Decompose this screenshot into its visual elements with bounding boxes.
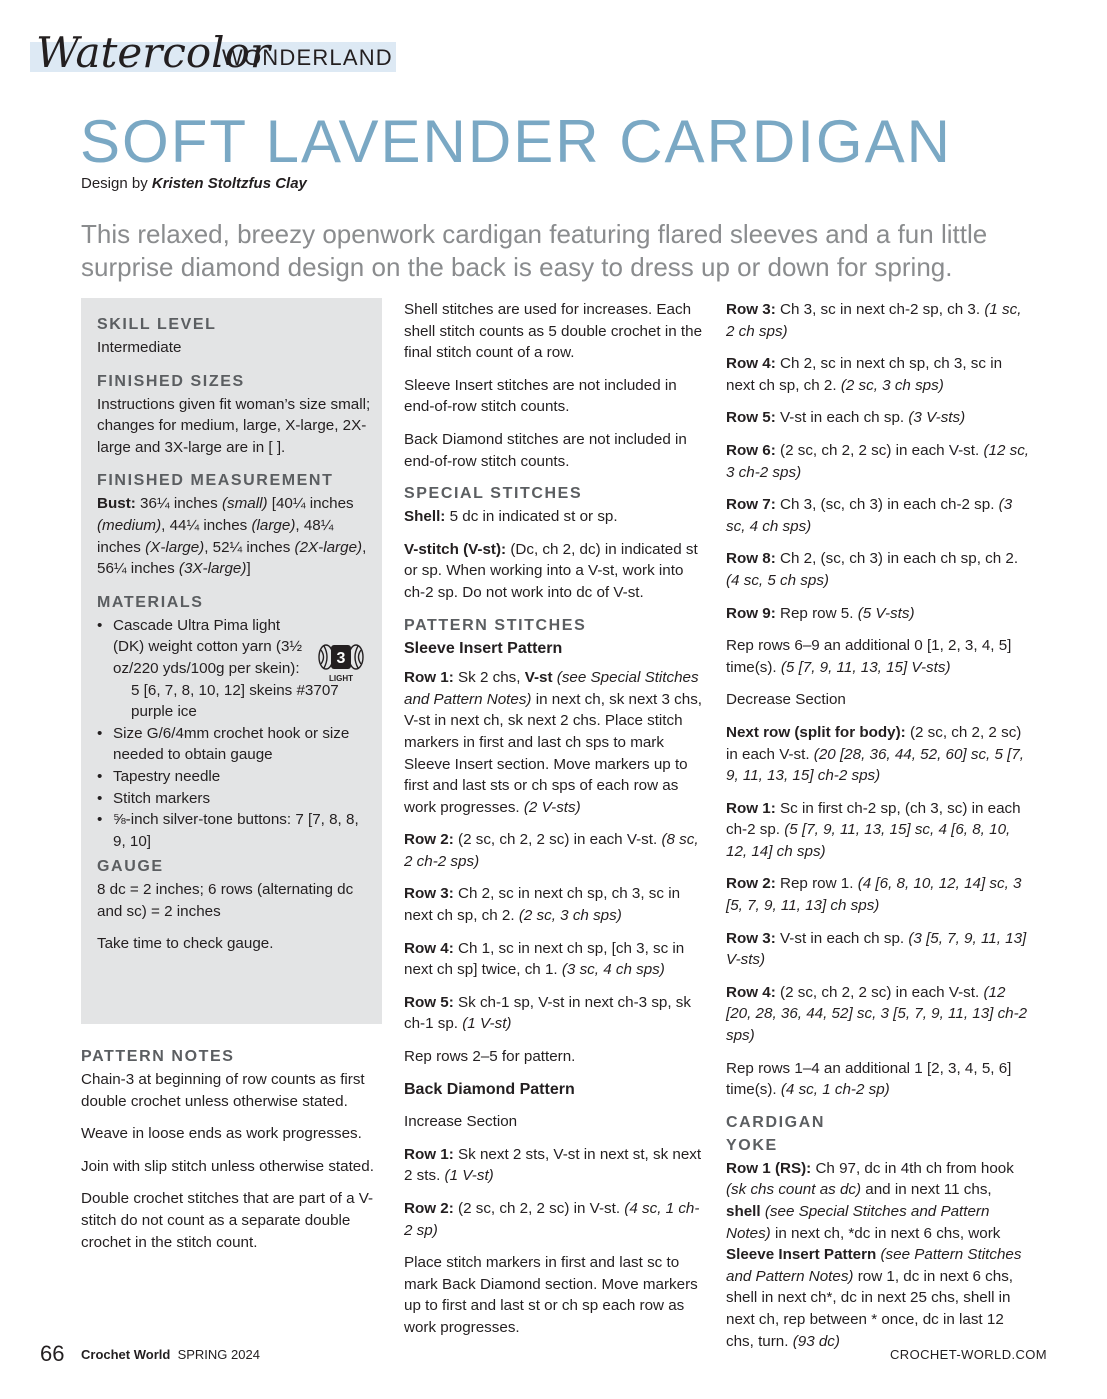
bust-measurement: Bust: 36¼ inches (small) [40¼ inches (medium), 44¼ inches (large), 48¼ inches (X-large), 52¼ inches (2X-large), 56¼ inches (3X-large)] [97, 495, 367, 578]
sleeve-row-5: Row 5: Sk ch-1 sp, V-st in next ch-3 sp, sk ch-1 sp. (1 V-st) [404, 993, 691, 1033]
issue-date: SPRING 2024 [177, 1347, 260, 1362]
shell-note: Shell stitches are used for increases. Each shell stitch counts as 5 double crochet in the final stitch count of a row. [404, 301, 703, 362]
list-item: Chain-3 at beginning of row counts as first double crochet unless otherwise stated. [81, 1071, 365, 1110]
magazine-url: CROCHET-WORLD.COM [890, 1347, 1048, 1362]
diamond-row-7: Row 7: Ch 3, (sc, ch 3) in each ch-2 sp. (3 sc, 4 ch sps) [726, 496, 1013, 535]
diamond-row-9: Row 9: Rep row 5. (5 V-sts) [726, 604, 915, 622]
section-caps-title: WONDERLAND [222, 45, 393, 70]
list-item: • Stitch markers [113, 788, 372, 810]
gauge-check: Take time to check gauge. [97, 935, 274, 953]
shell-stitch: Shell: 5 dc in indicated st or sp. [404, 508, 618, 526]
cardigan-heading: CARDIGAN [726, 1113, 826, 1131]
gauge-text: 8 dc = 2 inches; 6 rows (alternating dc and sc) = 2 inches [97, 881, 354, 920]
column-2 [404, 299, 704, 1350]
special-stitches-heading: SPECIAL STITCHES [404, 485, 583, 503]
list-item: • Cascade Ultra Pima light (DK) weight cotton yarn (3½ oz/220 yds/100g per skein): 5 [6, 7, 8, 10, 12] skeins #3707 purple ice [113, 615, 372, 723]
sleeve-insert-heading: Sleeve Insert Pattern [404, 639, 563, 657]
pattern-notes [81, 1046, 386, 1264]
diamond-markers: Place stitch markers in first and last sc to mark Back Diamond section. Move markers up to first and last st or ch sp each row as work progresses. [404, 1254, 698, 1336]
yarn-weight-number: 3 [336, 650, 346, 667]
list-item: Join with slip stitch unless otherwise stated. [81, 1157, 374, 1175]
page-title: SOFT LAVENDER CARDIGAN [80, 108, 952, 175]
section-script-title: Watercolor [36, 28, 270, 77]
materials-heading: MATERIALS [97, 593, 204, 611]
yarn-weight-label: LIGHT [329, 674, 353, 683]
list-item: Double crochet stitches that are part of a V-stitch do not count as a separate double crochet in the stitch count. [81, 1190, 374, 1251]
sidebar-content [97, 314, 372, 966]
diamond-next-row: Next row (split for body): (2 sc, ch 2, 2 sc) in each V-st. (20 [28, 36, 44, 52, 60] sc, 5 [7, 9, 11, 13, 15] ch-2 sps) [726, 723, 1025, 785]
bust-label: Bust: [97, 495, 136, 513]
yarn-weight-icon [317, 642, 365, 684]
magazine-info [81, 1347, 260, 1363]
column-3 [726, 299, 1030, 1363]
decrease-section: Decrease Section [726, 691, 846, 709]
increase-section: Increase Section [404, 1113, 518, 1131]
sleeve-repeat: Rep rows 2–5 for pattern. [404, 1048, 576, 1066]
skill-value: Intermediate [97, 339, 182, 356]
list-item: • Tapestry needle [113, 766, 372, 788]
diamond-row-8: Row 8: Ch 2, (sc, ch 3) in each ch sp, ch 2. (4 sc, 5 ch sps) [726, 550, 1019, 589]
back-diamond-heading: Back Diamond Pattern [404, 1080, 575, 1098]
list-item: • Size G/6/4mm crochet hook or size needed to obtain gauge [113, 723, 372, 766]
sleeve-row-4: Row 4: Ch 1, sc in next ch sp, [ch 3, sc in next ch sp] twice, ch 1. (3 sc, 4 ch sps) [404, 939, 685, 979]
byline [81, 174, 307, 194]
decrease-row-1: Row 1: Sc in first ch-2 sp, (ch 3, sc) in each ch-2 sp. (5 [7, 9, 11, 13, 15] sc, 4 [6, 8, 10, 12, 14] ch sps) [726, 799, 1021, 860]
sizes-heading: FINISHED SIZES [97, 372, 245, 390]
skill-heading: SKILL LEVEL [97, 316, 217, 333]
vstitch: V-stitch (V-st): (Dc, ch 2, dc) in indicated st or sp. When working into a V-st, work into ch-2 sp. Do not work into dc of V-st. [404, 540, 698, 601]
decrease-row-3: Row 3: V-st in each ch sp. (3 [5, 7, 9, 11, 13] V-sts) [726, 929, 1027, 969]
decrease-row-2: Row 2: Rep row 1. (4 [6, 8, 10, 12, 14] sc, 3 [5, 7, 9, 11, 13] ch sps) [726, 875, 1022, 915]
diamond-row-5: Row 5: V-st in each ch sp. (3 V-sts) [726, 409, 966, 427]
byline-prefix: Design by [81, 175, 152, 192]
pattern-stitches-heading: PATTERN STITCHES [404, 616, 587, 634]
intro-text: This relaxed, breezy openwork cardigan featuring flared sleeves and a fun little surprise diamond design on the back is easy to dress up or down for spring. [81, 219, 988, 282]
notes-heading: PATTERN NOTES [81, 1048, 235, 1065]
yoke-row-1: Row 1 (RS): Ch 97, dc in 4th ch from hook (sk chs count as dc) and in next 11 chs, shell (see Special Stitches and Pattern Notes) in next ch, *dc in next 6 chs, work Sleeve Insert Pattern (see Pattern Stitches and Pattern Notes) row 1, dc in next 6 chs, shell in next ch*, dc in next 25 chs, shell in next ch, rep between * once, dc in last 12 chs, turn. (93 dc) [726, 1159, 1022, 1350]
list-item: Weave in loose ends as work progresses. [81, 1125, 362, 1143]
magazine-name: Crochet World [81, 1347, 171, 1362]
decrease-row-4: Row 4: (2 sc, ch 2, 2 sc) in each V-st. (12 [20, 28, 36, 44, 52] sc, 3 [5, 7, 9, 11, 13] ch-2 sps) [726, 983, 1028, 1045]
sizes-text: Instructions given fit woman’s size small; changes for medium, large, X-large, 2X-large and 3X-large are in [ ]. [97, 395, 371, 456]
diamond-row-4: Row 4: Ch 2, sc in next ch sp, ch 3, sc in next ch sp, ch 2. (2 sc, 3 ch sps) [726, 355, 1003, 394]
sleeve-row-2: Row 2: (2 sc, ch 2, 2 sc) in each V-st. (8 sc, 2 ch-2 sps) [404, 831, 699, 870]
designer-name: Kristen Stoltzfus Clay [151, 175, 307, 192]
diamond-row-1: Row 1: Sk next 2 sts, V-st in next st, sk next 2 sts. (1 V-st) [404, 1145, 702, 1185]
list-item: • ⅝-inch silver-tone buttons: 7 [7, 8, 8, 9, 10] [113, 809, 372, 852]
measurement-heading: FINISHED MEASUREMENT [97, 472, 334, 490]
diamond-repeat: Rep rows 6–9 an additional 0 [1, 2, 3, 4, 5] time(s). (5 [7, 9, 11, 13, 15] V-sts) [726, 637, 1012, 676]
gauge-heading: GAUGE [97, 858, 164, 876]
sleeve-note: Sleeve Insert stitches are not included in end-of-row stitch counts. [404, 376, 677, 416]
yoke-heading: YOKE [726, 1136, 778, 1154]
sleeve-row-1: Row 1: Sk 2 chs, V-st (see Special Stitches and Pattern Notes) in next ch, sk next 3 chs, V-st in next ch, sk next 2 chs. Place stitch markers in first and last ch sps to mark Sleeve Insert section. Move markers up to first and last sts or ch sps of each row as work progresses. (2 V-sts) [404, 669, 703, 816]
decrease-repeat: Rep rows 1–4 an additional 1 [2, 3, 4, 5, 6] time(s). (4 sc, 1 ch-2 sp) [726, 1059, 1012, 1099]
diamond-row-2: Row 2: (2 sc, ch 2, 2 sc) in V-st. (4 sc, 1 ch-2 sp) [404, 1200, 700, 1239]
page-number: 66 [40, 1341, 65, 1366]
sleeve-row-3: Row 3: Ch 2, sc in next ch sp, ch 3, sc in next ch sp, ch 2. (2 sc, 3 ch sps) [404, 885, 681, 925]
diamond-row-6: Row 6: (2 sc, ch 2, 2 sc) in each V-st. (12 sc, 3 ch-2 sps) [726, 441, 1030, 481]
diamond-row-3: Row 3: Ch 3, sc in next ch-2 sp, ch 3. (1 sc, 2 ch sps) [726, 301, 1022, 340]
diamond-note: Back Diamond stitches are not included in end-of-row stitch counts. [404, 430, 687, 470]
